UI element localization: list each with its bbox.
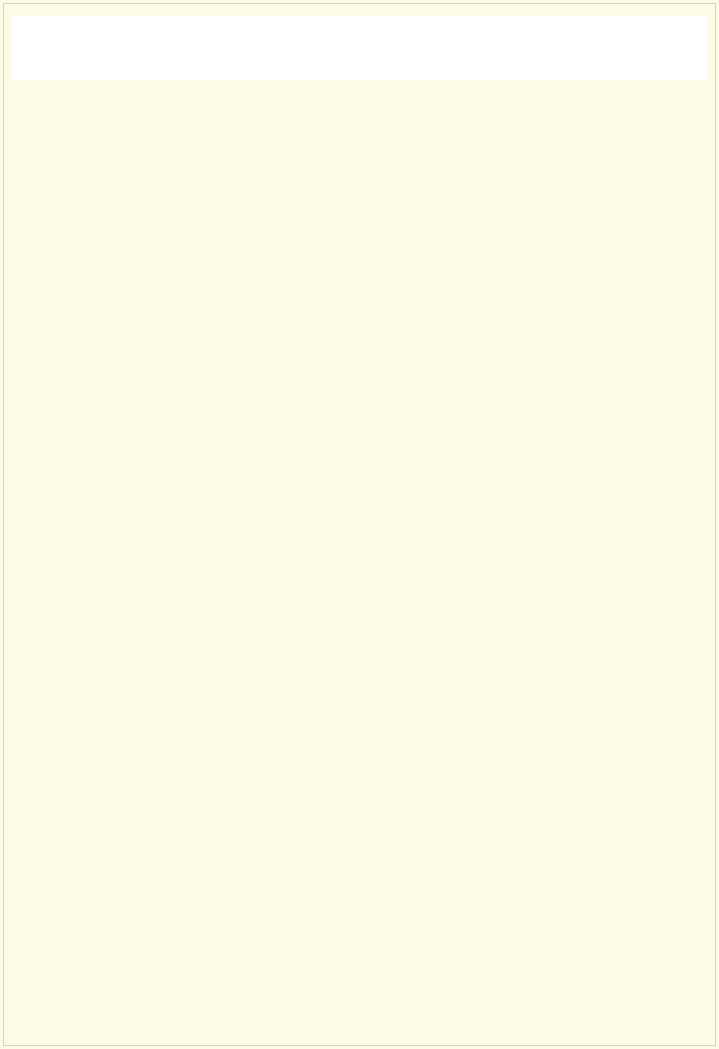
header-soymeal [486, 99, 596, 125]
table-footer [12, 931, 707, 955]
footer-soymeal [486, 931, 596, 955]
header-wheat [376, 99, 486, 125]
footer-date [12, 931, 156, 955]
footer-corn [156, 931, 266, 955]
header-soybean [266, 99, 376, 125]
footer-wheat [376, 931, 486, 955]
chart-frame [3, 3, 716, 1046]
header-soyoil [596, 99, 707, 125]
table-header [12, 99, 707, 125]
footer-soybean [266, 931, 376, 955]
page-title [12, 16, 707, 80]
header-corn [156, 99, 266, 125]
footer-soyoil [596, 931, 707, 955]
header-date [12, 99, 156, 125]
